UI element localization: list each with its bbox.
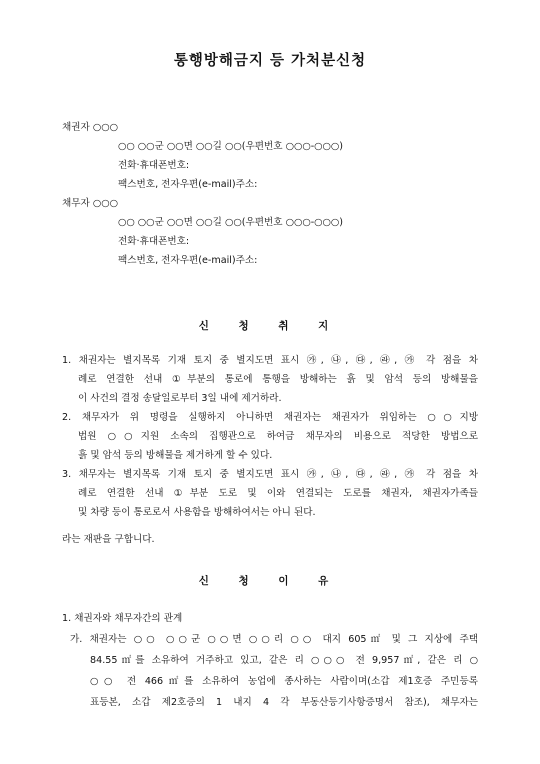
purpose-item-3-line-1: 3. 채무자는 별지목록 기재 토지 중 별지도면 표시 ㉮, ㉯, ㉰, ㉱, ㉮ 각 점을 차 — [62, 469, 478, 480]
purpose-item-3-line-2: 례로 연결한 선내 ①부분 도로 및 이와 연결되는 도로를 채권자, 채권자가족들 — [78, 488, 478, 499]
purpose-heading: 신 청 취 지 — [198, 320, 342, 332]
creditor-label: 채권자 ○○○ — [62, 122, 118, 133]
reason-item-ga-line-4: 표등본, 소갑 제2호증의 1 내지 4 각 부동산등기사항증명서 참조), 채무자는 — [90, 697, 478, 708]
document-title: 통행방해금지 등 가처분신청 — [173, 52, 367, 69]
purpose-item-2-line-1: 2. 채무자가 위 명령을 실행하지 아니하면 채권자는 채권자가 위임하는 ○○지방 — [62, 412, 478, 423]
purpose-item-2-line-2: 법원 ○○지원 소속의 집행관으로 하여금 채무자의 비용으로 적당한 방법으로 — [78, 431, 478, 442]
purpose-item-2-line-3: 흙 및 암석 등의 방해물을 제거하게 할 수 있다. — [78, 450, 273, 461]
creditor-address: ○○ ○○군 ○○면 ○○길 ○○(우편번호 ○○○-○○○) — [118, 141, 344, 152]
purpose-item-1-line-2: 례로 연결한 선내 ①부분의 통로에 통행을 방해하는 흙 및 암석 등의 방해물을 — [78, 374, 478, 385]
debtor-label: 채무자 ○○○ — [62, 198, 118, 209]
creditor-fax-email: 팩스번호, 전자우편(e-mail)주소: — [118, 179, 258, 190]
reason-item-ga-line-3: ○○ 전 466㎡를 소유하여 농업에 종사하는 사람이며(소갑 제1호증 주민등록 — [90, 676, 478, 687]
debtor-address: ○○ ○○군 ○○면 ○○길 ○○(우편번호 ○○○-○○○) — [118, 217, 344, 228]
request-conclusion: 라는 재판을 구합니다. — [62, 534, 155, 545]
reason-item-ga-line-2: 84.55㎡를 소유하여 거주하고 있고, 같은 리 ○○○ 전 9,957㎡, 같은 리 ○ — [90, 655, 478, 666]
reason-item-ga-line-1: 가. 채권자는 ○○ ○○군 ○○면 ○○리 ○○ 대지 605㎡ 및 그 지상에 주택 — [70, 634, 478, 645]
purpose-item-1-line-1: 1. 채권자는 별지목록 기재 토지 중 별지도면 표시 ㉮, ㉯, ㉰, ㉱, ㉮ 각 점을 차 — [62, 355, 478, 366]
purpose-item-3-line-3: 및 차량 등이 통로로서 사용함을 방해하여서는 아니 된다. — [78, 507, 316, 518]
reason-heading: 신 청 이 유 — [198, 575, 342, 587]
reason-section-1-title: 1. 채권자와 채무자간의 관계 — [62, 613, 183, 624]
debtor-phone: 전화·휴대폰번호: — [118, 236, 190, 247]
purpose-item-1-line-3: 이 사건의 결정 송달일로부터 3일 내에 제거하라. — [78, 393, 282, 404]
creditor-phone: 전화·휴대폰번호: — [118, 160, 190, 171]
debtor-fax-email: 팩스번호, 전자우편(e-mail)주소: — [118, 255, 258, 266]
